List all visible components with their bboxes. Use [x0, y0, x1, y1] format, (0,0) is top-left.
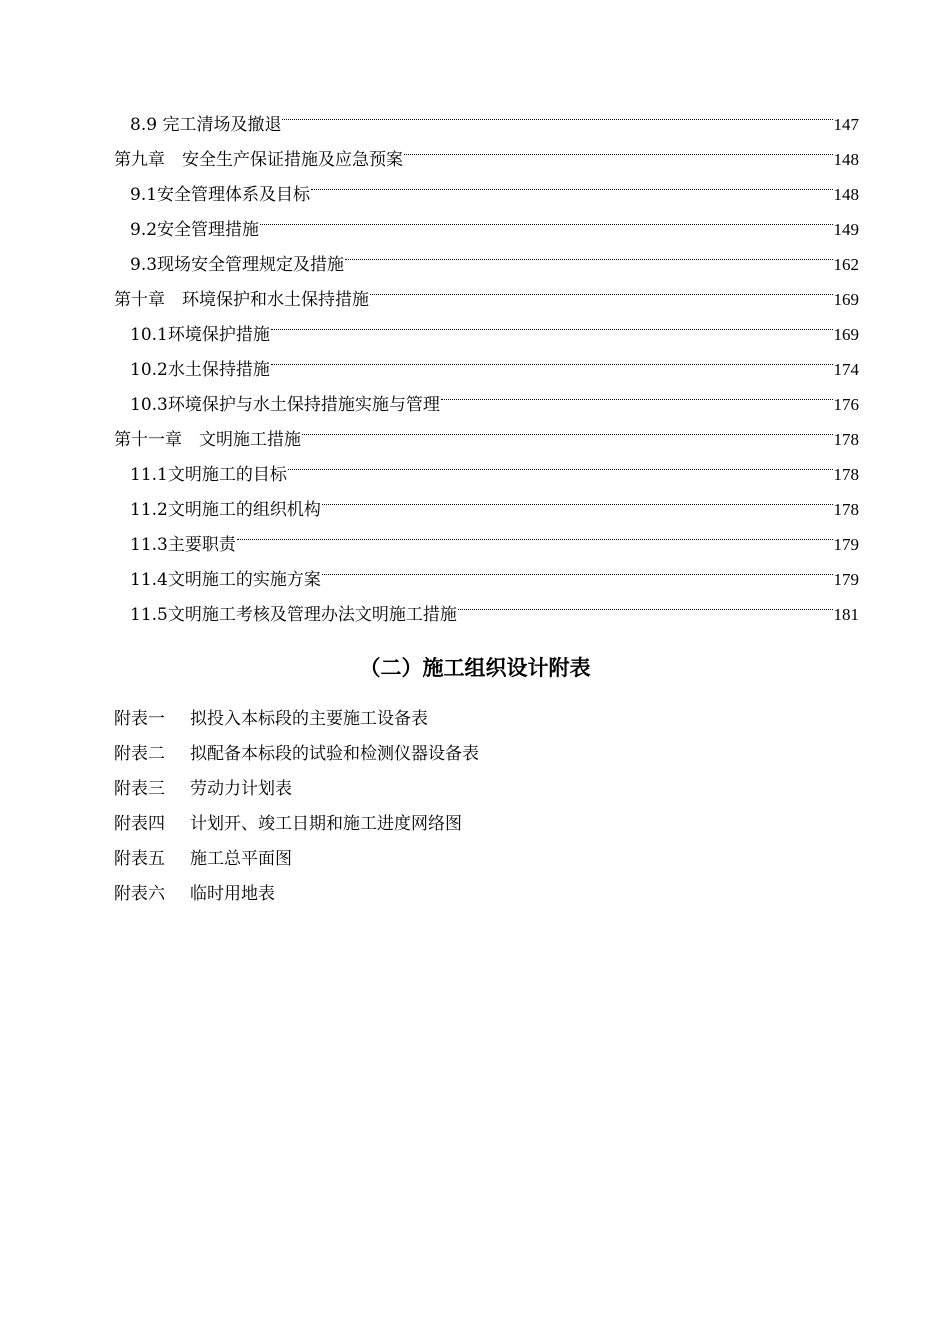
- appendix-item[interactable]: [114, 842, 859, 877]
- toc-dot-leader: [302, 410, 833, 445]
- appendix-item-title: 临时用地表: [190, 884, 275, 904]
- appendix-item-title: 施工总平面图: [190, 849, 292, 869]
- toc-entry-page: 162: [833, 255, 859, 274]
- toc-entry-page: 174: [833, 360, 859, 379]
- appendix-item[interactable]: [114, 807, 859, 842]
- toc-entry-page: 148: [833, 185, 859, 204]
- toc-dot-leader: [237, 515, 833, 550]
- toc-dot-leader: [271, 305, 833, 340]
- toc-dot-leader: [404, 130, 833, 165]
- appendix-item-code: 附表四: [114, 814, 165, 834]
- toc-entry-label: 11.1文明施工的目标: [130, 465, 287, 485]
- toc-entry-page: 149: [833, 220, 859, 239]
- toc-entry-page: 181: [833, 605, 859, 624]
- appendix-item-code: 附表五: [114, 849, 165, 869]
- toc-dot-leader: [288, 445, 833, 480]
- toc-entry-label: 9.3现场安全管理规定及措施: [130, 255, 345, 275]
- toc-entry-label: 9.1安全管理体系及目标: [130, 185, 311, 205]
- toc-entry-label: 10.2水土保持措施: [130, 360, 270, 380]
- appendix-section-heading: （二）施工组织设计附表: [359, 656, 591, 680]
- toc-entry[interactable]: [114, 95, 859, 135]
- toc-dot-leader: [322, 480, 833, 515]
- toc-dot-leader: [370, 270, 833, 305]
- toc-entry-label: 8.9 完工清场及撤退: [130, 115, 282, 135]
- toc-dot-leader: [311, 165, 832, 200]
- toc-entry-page: 169: [833, 290, 859, 309]
- toc-entry-page: 178: [833, 430, 859, 449]
- toc-entry-page: 179: [833, 570, 859, 589]
- toc-entry-page: 148: [833, 150, 859, 169]
- toc-entry-label: 第十章 环境保护和水土保持措施: [114, 290, 369, 310]
- toc-entry-label: 11.3主要职责: [130, 535, 236, 555]
- toc-dot-leader: [345, 235, 832, 270]
- toc-entry-page: 178: [833, 465, 859, 484]
- table-of-contents: [114, 95, 859, 625]
- toc-entry-label: 第十一章 文明施工措施: [114, 430, 301, 450]
- toc-dot-leader: [271, 340, 833, 375]
- appendix-item-code: 附表三: [114, 779, 165, 799]
- toc-entry-page: 147: [833, 115, 859, 134]
- toc-entry-page: 169: [833, 325, 859, 344]
- toc-entry-page: 178: [833, 500, 859, 519]
- appendix-list: [114, 702, 859, 912]
- toc-entry-label: 11.2文明施工的组织机构: [130, 500, 321, 520]
- appendix-item-title: 劳动力计划表: [190, 779, 292, 799]
- toc-entry-label: 10.1环境保护措施: [130, 325, 270, 345]
- appendix-item-code: 附表六: [114, 884, 165, 904]
- toc-dot-leader: [282, 95, 832, 130]
- toc-entry-label: 10.3环境保护与水土保持措施实施与管理: [130, 395, 440, 415]
- appendix-item-title: 拟配备本标段的试验和检测仪器设备表: [190, 744, 479, 764]
- appendix-item[interactable]: [114, 772, 859, 807]
- toc-entry-label: 9.2安全管理措施: [130, 220, 260, 240]
- appendix-item-title: 拟投入本标段的主要施工设备表: [190, 709, 428, 729]
- toc-dot-leader: [441, 375, 833, 410]
- toc-dot-leader: [322, 550, 833, 585]
- appendix-item[interactable]: [114, 877, 859, 912]
- toc-entry-page: 179: [833, 535, 859, 554]
- appendix-item-title: 计划开、竣工日期和施工进度网络图: [190, 814, 462, 834]
- appendix-item-code: 附表一: [114, 709, 165, 729]
- toc-entry-label: 11.4文明施工的实施方案: [130, 570, 321, 590]
- toc-entry-label: 11.5文明施工考核及管理办法文明施工措施: [130, 605, 457, 625]
- appendix-item[interactable]: [114, 702, 859, 737]
- appendix-item-code: 附表二: [114, 744, 165, 764]
- toc-dot-leader: [260, 200, 832, 235]
- toc-dot-leader: [458, 585, 833, 620]
- toc-entry-label: 第九章 安全生产保证措施及应急预案: [114, 150, 403, 170]
- toc-entry-page: 176: [833, 395, 859, 414]
- appendix-item[interactable]: [114, 737, 859, 772]
